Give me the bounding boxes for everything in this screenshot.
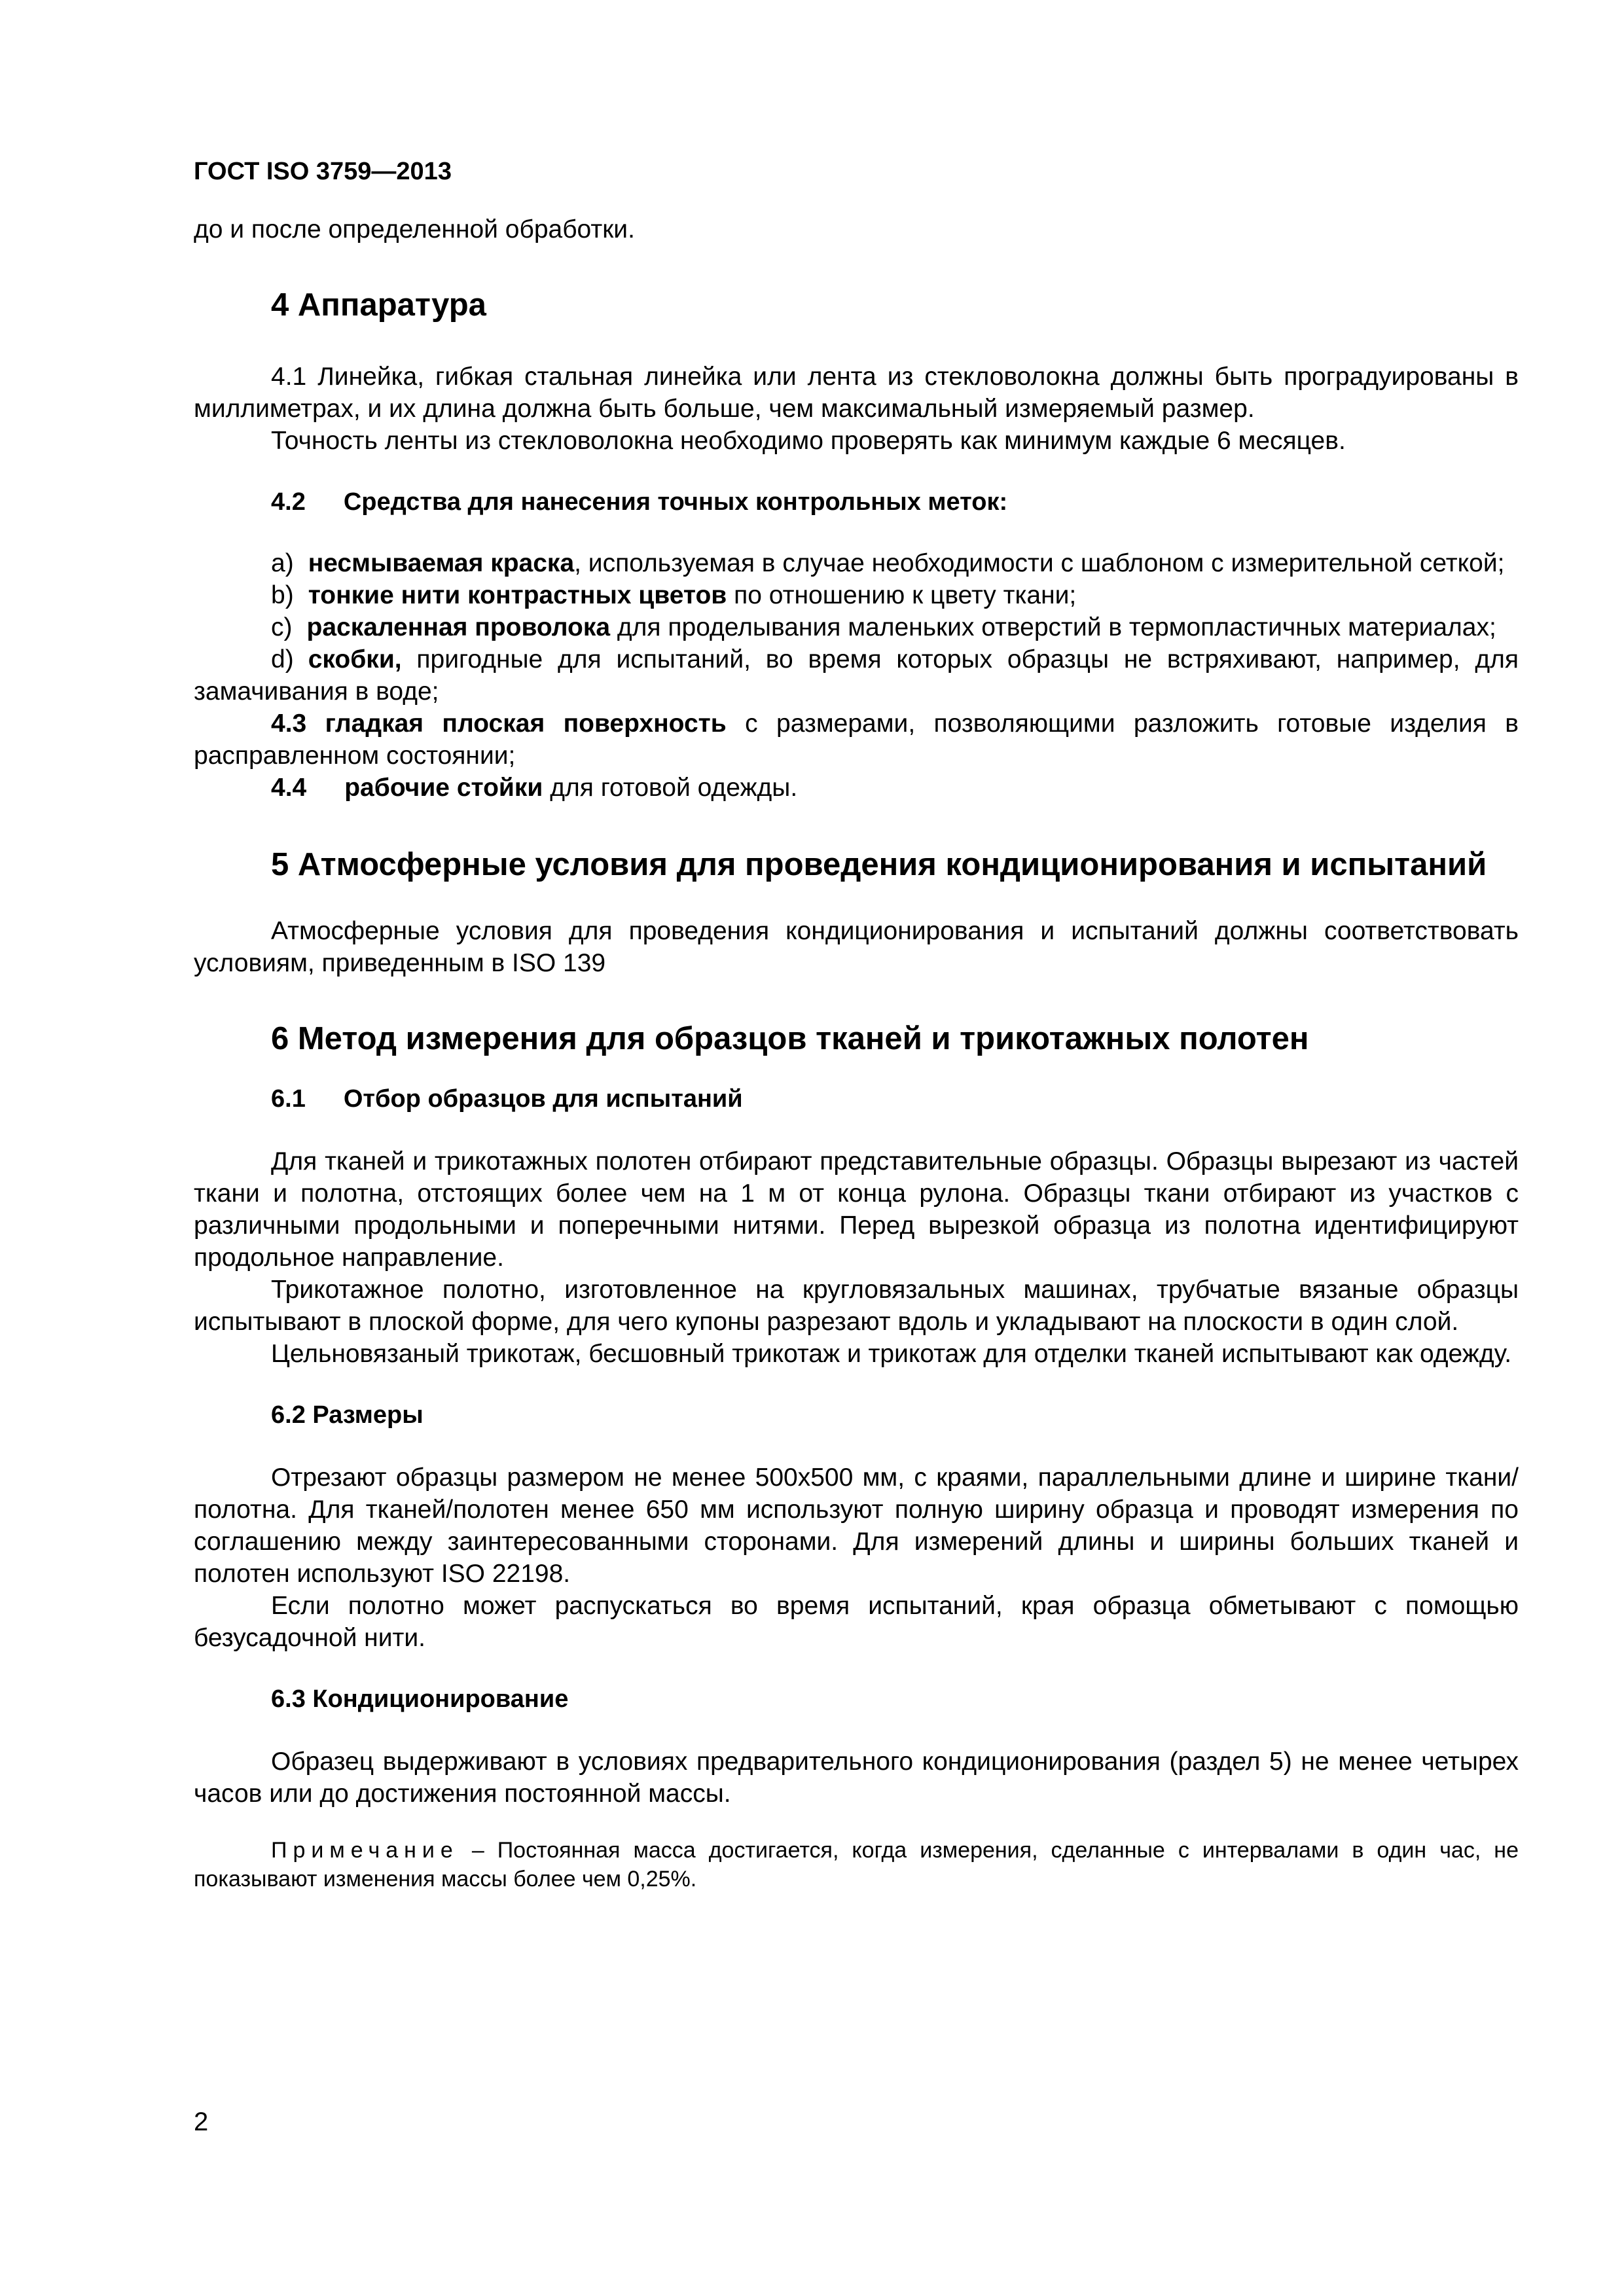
s4-3-paragraph xyxy=(194,708,1519,772)
list-text-d: пригодные для испытаний, во время которых образцы не встряхивают, например, для замачивания в воде; xyxy=(194,645,1519,706)
list-item-a xyxy=(194,547,1519,579)
s4-3-text: с размерами, позволяющими разложить готовые изделия в расправленном состоянии; xyxy=(194,709,1519,770)
note-paragraph xyxy=(194,1836,1519,1893)
list-label-c: c) xyxy=(271,613,293,641)
list-item-c xyxy=(194,611,1519,643)
s6-1-heading xyxy=(194,1083,1519,1115)
section-6-title: 6 Метод измерения для образцов тканей и трикотажных полотен xyxy=(271,1021,1309,1056)
s6-1-paragraph-2: Трикотажное полотно, изготовленное на кругловязальных машинах, трубчатые вязаные образцы испытывают в плоской форме, для чего купоны разрезают вдоль и укладывают на плоскости в один слой. xyxy=(194,1276,1519,1336)
note-text: – Постоянная масса достигается, когда измерения, сделанные с интервалами в один час, не показывают изменения массы более чем 0,25%. xyxy=(194,1838,1519,1892)
s4-4-term: рабочие стойки xyxy=(344,774,543,802)
page-number: 2 xyxy=(194,2108,209,2136)
list-item-d xyxy=(194,643,1519,708)
s4-4-text: для готовой одежды. xyxy=(543,774,798,802)
list-term-d: скобки, xyxy=(308,645,402,673)
list-term-a: несмываемая краска xyxy=(308,549,575,577)
s6-1-paragraph-3: Цельновязаный трикотаж, бесшовный трикотаж и трикотаж для отделки тканей испытывают как одежду. xyxy=(271,1340,1512,1368)
s6-1-paragraph-1: Для тканей и трикотажных полотен отбирают представительные образцы. Образцы вырезают из частей ткани и полотна, отстоящих более чем на 1 м от конца рулона. Образцы ткани отбирают из участков с различными продольными и поперечными нитями. Перед вырезкой образца из полотна идентифицируют продольное направление. xyxy=(194,1147,1519,1272)
section-5-title: 5 Атмосферные условия для проведения кондиционирования и испытаний xyxy=(271,847,1487,882)
s6-2-paragraph-1: Отрезают образцы размером не менее 500x500 мм, с краями, параллельными длине и ширине ткани/полотна. Для тканей/полотен менее 650 мм используют полную ширину образца и проводят измерения по соглашению между заинтересованными сторонами. Для измерений длины и ширины больших тканей и полотен используют ISO 22198. xyxy=(194,1463,1519,1588)
s4-4-paragraph xyxy=(194,772,1519,804)
s4-3-term: 4.3 гладкая плоская поверхность xyxy=(271,709,727,738)
s4-2-heading xyxy=(194,486,1519,518)
s6-1-title: Отбор образцов для испытаний xyxy=(343,1085,743,1113)
document-header: ГОСТ ISO 3759—2013 xyxy=(194,158,452,185)
list-label-b: b) xyxy=(271,581,294,609)
s6-1-number: 6.1 xyxy=(271,1085,306,1113)
s6-2-paragraph-2: Если полотно может распускаться во время испытаний, края образца обметывают с помощью безусадочной нити. xyxy=(194,1592,1519,1652)
list-label-d: d) xyxy=(271,645,294,673)
list-label-a: a) xyxy=(271,549,294,577)
list-term-b: тонкие нити контрастных цветов xyxy=(308,581,727,609)
s4-2-number: 4.2 xyxy=(271,488,306,516)
s4-4-number: 4.4 xyxy=(271,774,307,802)
section-4-title: 4 Аппаратура xyxy=(271,287,486,323)
list-text-a: , используемая в случае необходимости с шаблоном с измерительной сеткой; xyxy=(574,549,1505,577)
s4-2-title: Средства для нанесения точных контрольных меток: xyxy=(343,488,1008,516)
list-text-b: по отношению к цвету ткани; xyxy=(727,581,1077,609)
s5-paragraph: Атмосферные условия для проведения кондиционирования и испытаний должны соответствовать условиям, приведенным в ISO 139 xyxy=(194,917,1519,977)
note-label: Примечание xyxy=(271,1838,459,1863)
s4-1-paragraph: 4.1 Линейка, гибкая стальная линейка или лента из стекловолокна должны быть проградуированы в миллиметрах, и их длина должна быть больше, чем максимальный измеряемый размер. xyxy=(194,363,1519,423)
s6-3-heading: 6.3 Кондиционирование xyxy=(271,1685,569,1713)
s6-3-paragraph: Образец выдерживают в условиях предварительного кондиционирования (раздел 5) не менее четырех часов или до достижения постоянной массы. xyxy=(194,1748,1519,1808)
list-term-c: раскаленная проволока xyxy=(306,613,611,641)
page-content xyxy=(194,154,1519,1893)
list-item-b xyxy=(194,579,1519,611)
list-text-c: для проделывания маленьких отверстий в термопластичных материалах; xyxy=(610,613,1496,641)
s6-2-heading: 6.2 Размеры xyxy=(271,1401,424,1429)
s4-1-accuracy-paragraph: Точность ленты из стекловолокна необходимо проверять как минимум каждые 6 месяцев. xyxy=(271,427,1346,455)
intro-line: до и после определенной обработки. xyxy=(194,215,635,243)
